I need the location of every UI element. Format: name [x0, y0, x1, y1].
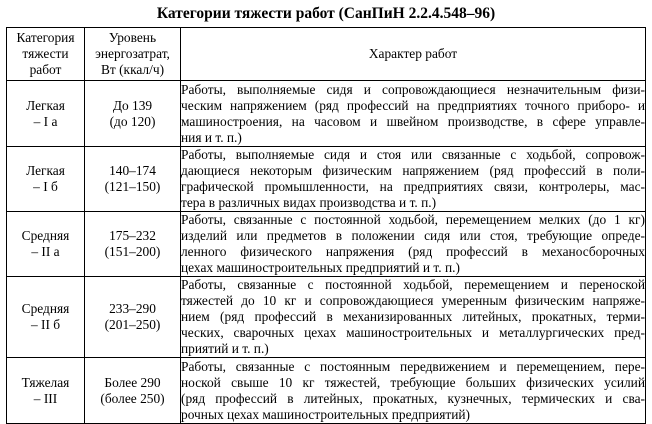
description-line: дающиеся некоторым физическим напряжением (ряд профессий в поли- — [181, 163, 645, 178]
description-cell — [181, 81, 646, 147]
category-code: – II а — [31, 244, 60, 259]
description-line: машиностроения, на часовом и швейном производстве, в сфере управле- — [181, 113, 645, 129]
table-row — [7, 81, 646, 147]
category-code: – II б — [30, 317, 61, 332]
description-line: Работы, связанные с постоянным передвижением и перемещением, пере- — [181, 358, 645, 374]
description-line: Работы, связанные с постоянной ходьбой, перемещением и переноской — [181, 277, 645, 292]
work-severity-table — [6, 27, 646, 424]
energy-kcal: (121–150) — [104, 179, 161, 194]
header-description: Характер работ — [181, 28, 646, 81]
description-line: изделий или предметов в положении сидя или стоя, требующие опреде- — [181, 228, 645, 243]
category-code: – I а — [33, 113, 58, 129]
energy-watts: 233–290 — [109, 301, 156, 316]
description-line: нием (ряд профессий в механизированных литейных, прокатных, терми- — [181, 309, 645, 324]
description-cell — [181, 147, 646, 212]
category-name: Средняя — [21, 228, 70, 243]
energy-cell — [85, 277, 181, 358]
table-row — [7, 358, 646, 424]
category-cell — [7, 212, 85, 277]
description-line: Работы, связанные с постоянной ходьбой, перемещением мелких (до 1 кг) — [181, 212, 645, 227]
description-line: тера в различных видах производства и т. п.) — [181, 195, 437, 210]
energy-cell — [85, 358, 181, 424]
energy-kcal: (151–200) — [104, 244, 161, 259]
description-line: ленного физического напряжения (ряд профессий в механосборочных — [181, 244, 645, 259]
description-line: рочных цехах машиностроительных предприятий) — [181, 406, 470, 422]
description-line: (ряд профессий в литейных, прокатных, кузнечных, термических и сва- — [181, 390, 645, 406]
energy-watts: 140–174 — [109, 163, 156, 178]
description-line: приятий и т. п.) — [181, 341, 269, 356]
category-code: – III — [33, 390, 58, 406]
table-row — [7, 277, 646, 358]
energy-kcal: (более 250) — [100, 390, 165, 406]
category-name: Легкая — [26, 163, 65, 178]
header-category — [7, 28, 85, 81]
header-category-line: работ — [29, 62, 62, 77]
category-name: Средняя — [21, 301, 70, 316]
table-row — [7, 212, 646, 277]
description-line: ния и т. п.) — [181, 129, 242, 145]
header-energy-line: Вт (ккал/ч) — [100, 62, 165, 77]
description-line: Работы, выполняемые сидя и стоя или связанные с ходьбой, сопровож- — [181, 147, 645, 162]
energy-watts: До 139 — [112, 97, 153, 113]
description-line: тяжестей до 10 кг и сопровождающиеся умеренным физическим напряже- — [181, 293, 645, 308]
header-category-line: тяжести — [22, 46, 69, 61]
energy-kcal: (до 120) — [109, 113, 156, 129]
header-category-line: Категория — [16, 30, 75, 45]
energy-watts: Более 290 — [104, 374, 161, 390]
page-title: Категории тяжести работ (СанПиН 2.2.4.548–96) — [156, 5, 496, 22]
table-header-row — [7, 28, 646, 81]
header-energy-line: Уровень — [108, 30, 157, 45]
category-name: Тяжелая — [21, 374, 70, 390]
category-cell — [7, 81, 85, 147]
category-name: Легкая — [26, 97, 65, 113]
header-energy-line: энергозатрат, — [95, 46, 170, 61]
energy-watts: 175–232 — [109, 228, 156, 243]
header-energy — [85, 28, 181, 81]
energy-kcal: (201–250) — [104, 317, 161, 332]
energy-cell — [85, 81, 181, 147]
category-code: – I б — [33, 179, 58, 194]
energy-cell — [85, 212, 181, 277]
description-cell — [181, 212, 646, 277]
description-cell — [181, 277, 646, 358]
description-cell — [181, 358, 646, 424]
description-line: ческим напряжением (ряд профессий на предприятиях точного приборо- и — [181, 97, 645, 113]
category-cell — [7, 277, 85, 358]
energy-cell — [85, 147, 181, 212]
description-line: графической промышленности, на предприятиях связи, контролеры, мас- — [181, 179, 645, 194]
description-line: Работы, выполняемые сидя и сопровождающиеся незначительным физи- — [181, 81, 645, 97]
description-line: цехах машиностроительных предприятий и т. п.) — [181, 260, 460, 275]
category-cell — [7, 147, 85, 212]
description-line: ноской свыше 10 кг тяжестей, требующие больших физических усилий — [181, 374, 645, 390]
table-row — [7, 147, 646, 212]
category-cell — [7, 358, 85, 424]
description-line: ческих, сварочных цехах машиностроительных и металлургических пред- — [181, 325, 645, 340]
